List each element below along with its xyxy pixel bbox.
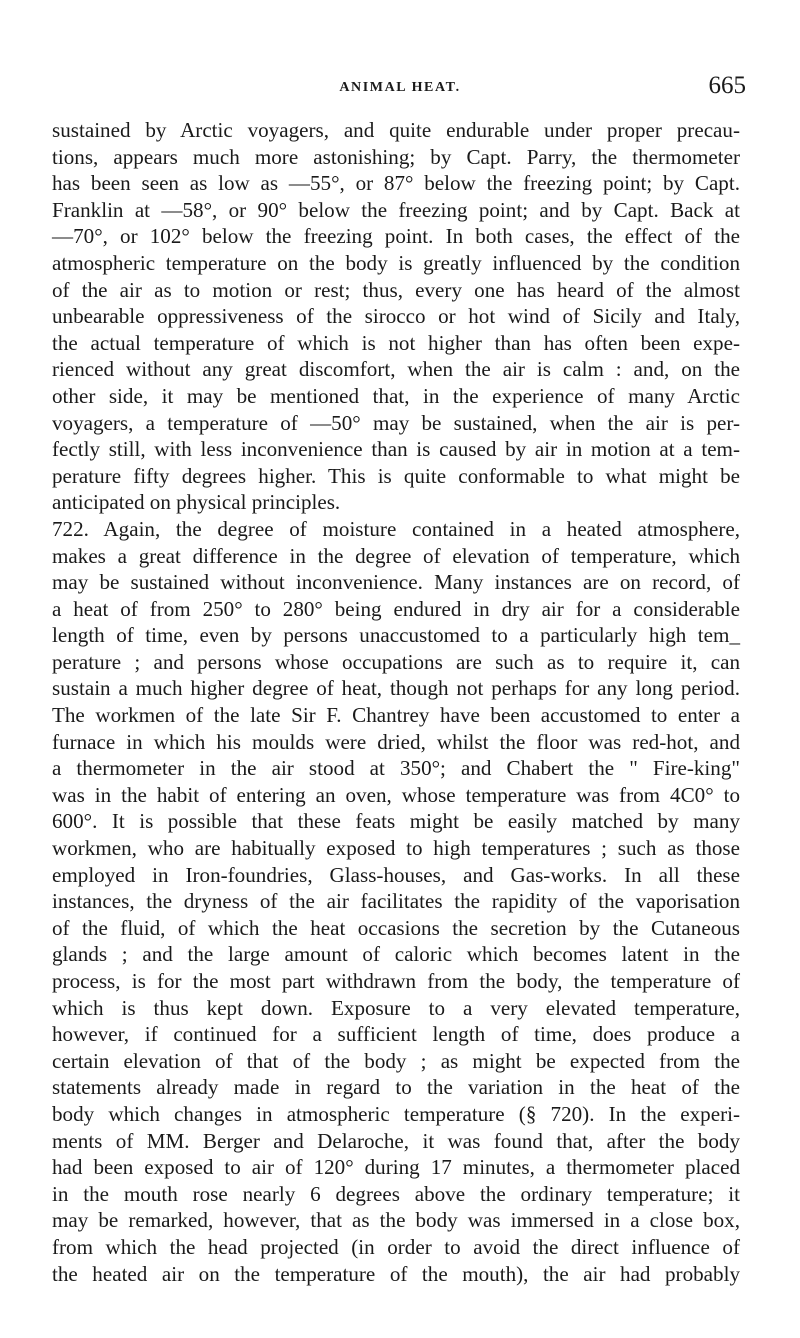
text-line: fectly still, with less inconvenience than is caused by air in motion at a tem- [52, 437, 740, 462]
text-line: glands ; and the large amount of caloric which becomes latent in the [52, 942, 740, 967]
text-line: which is thus kept down. Exposure to a very elevated temperature, [52, 995, 740, 1020]
text-line: 722. Again, the degree of moisture contained in a heated atmosphere, [52, 516, 740, 541]
text-line: Franklin at —58°, or 90° below the freezing point; and by Capt. Back at [52, 197, 740, 222]
text-line: may be sustained without inconvenience. Many instances are on record, of [52, 570, 740, 595]
text-line: unbearable oppressiveness of the sirocco or hot wind of Sicily and Italy, [52, 304, 740, 329]
text-line: length of time, even by persons unaccustomed to a particularly high tem_ [52, 623, 740, 648]
text-line: employed in Iron-foundries, Glass-houses, and Gas-works. In all these [52, 862, 740, 887]
text-line: instances, the dryness of the air facilitates the rapidity of the vaporisation [52, 889, 740, 914]
text-line: rienced without any great discomfort, when the air is calm : and, on the [52, 357, 740, 382]
text-line: makes a great difference in the degree of elevation of temperature, which [52, 543, 740, 568]
text-line: the actual temperature of which is not higher than has often been expe- [52, 330, 740, 355]
text-line: perature fifty degrees higher. This is quite conformable to what might be [52, 463, 740, 488]
text-line: was in the habit of entering an oven, whose temperature was from 4C0° to [52, 782, 740, 807]
text-line: tions, appears much more astonishing; by Capt. Parry, the thermometer [52, 144, 740, 169]
text-line: certain elevation of that of the body ; as might be expected from the [52, 1048, 740, 1073]
text-line: furnace in which his moulds were dried, whilst the floor was red-hot, and [52, 729, 740, 754]
text-line: of the fluid, of which the heat occasions the secretion by the Cutaneous [52, 915, 740, 940]
text-line: sustain a much higher degree of heat, though not perhaps for any long period. [52, 676, 740, 701]
text-line: 600°. It is possible that these feats might be easily matched by many [52, 809, 740, 834]
page-number: 665 [708, 72, 746, 99]
text-line: —70°, or 102° below the freezing point. In both cases, the effect of the [52, 224, 740, 249]
text-line: in the mouth rose nearly 6 degrees above the ordinary temperature; it [52, 1181, 740, 1206]
text-line: from which the head projected (in order to avoid the direct influence of [52, 1234, 740, 1259]
text-line: process, is for the most part withdrawn from the body, the temperature of [52, 969, 740, 993]
text-line: voyagers, a temperature of —50° may be sustained, when the air is per- [52, 410, 740, 435]
text-line: The workmen of the late Sir F. Chantrey have been accustomed to enter a [52, 703, 740, 728]
text-line: has been seen as low as —55°, or 87° below the freezing point; by Capt. [52, 171, 740, 196]
paragraph-end-line: anticipated on physical principles. [52, 490, 341, 515]
text-line: the heated air on the temperature of the mouth), the air had probably [52, 1261, 740, 1286]
text-line: statements already made in regard to the variation in the heat of the [52, 1075, 740, 1100]
text-line: perature ; and persons whose occupations are such as to require it, can [52, 649, 740, 674]
text-line: sustained by Arctic voyagers, and quite endurable under proper precau- [52, 118, 740, 142]
text-line: atmospheric temperature on the body is greatly influenced by the condition [52, 250, 740, 275]
text-line: a thermometer in the air stood at 350°; and Chabert the " Fire-king" [52, 756, 740, 781]
text-line: ments of MM. Berger and Delaroche, it was found that, after the body [52, 1128, 740, 1153]
body-text [52, 117, 740, 1287]
text-line: had been exposed to air of 120° during 17 minutes, a thermometer placed [52, 1155, 740, 1180]
text-line: a heat of from 250° to 280° being endured in dry air for a considerable [52, 596, 740, 621]
text-line: workmen, who are habitually exposed to high temperatures ; such as those [52, 836, 740, 861]
running-title: ANIMAL HEAT. [339, 80, 461, 95]
text-line: other side, it may be mentioned that, in the experience of many Arctic [52, 383, 740, 408]
text-line: body which changes in atmospheric temperature (§ 720). In the experi- [52, 1101, 740, 1126]
text-line: however, if continued for a sufficient length of time, does produce a [52, 1022, 740, 1047]
text-line: may be remarked, however, that as the body was immersed in a close box, [52, 1208, 740, 1233]
text-line: of the air as to motion or rest; thus, every one has heard of the almost [52, 277, 740, 302]
